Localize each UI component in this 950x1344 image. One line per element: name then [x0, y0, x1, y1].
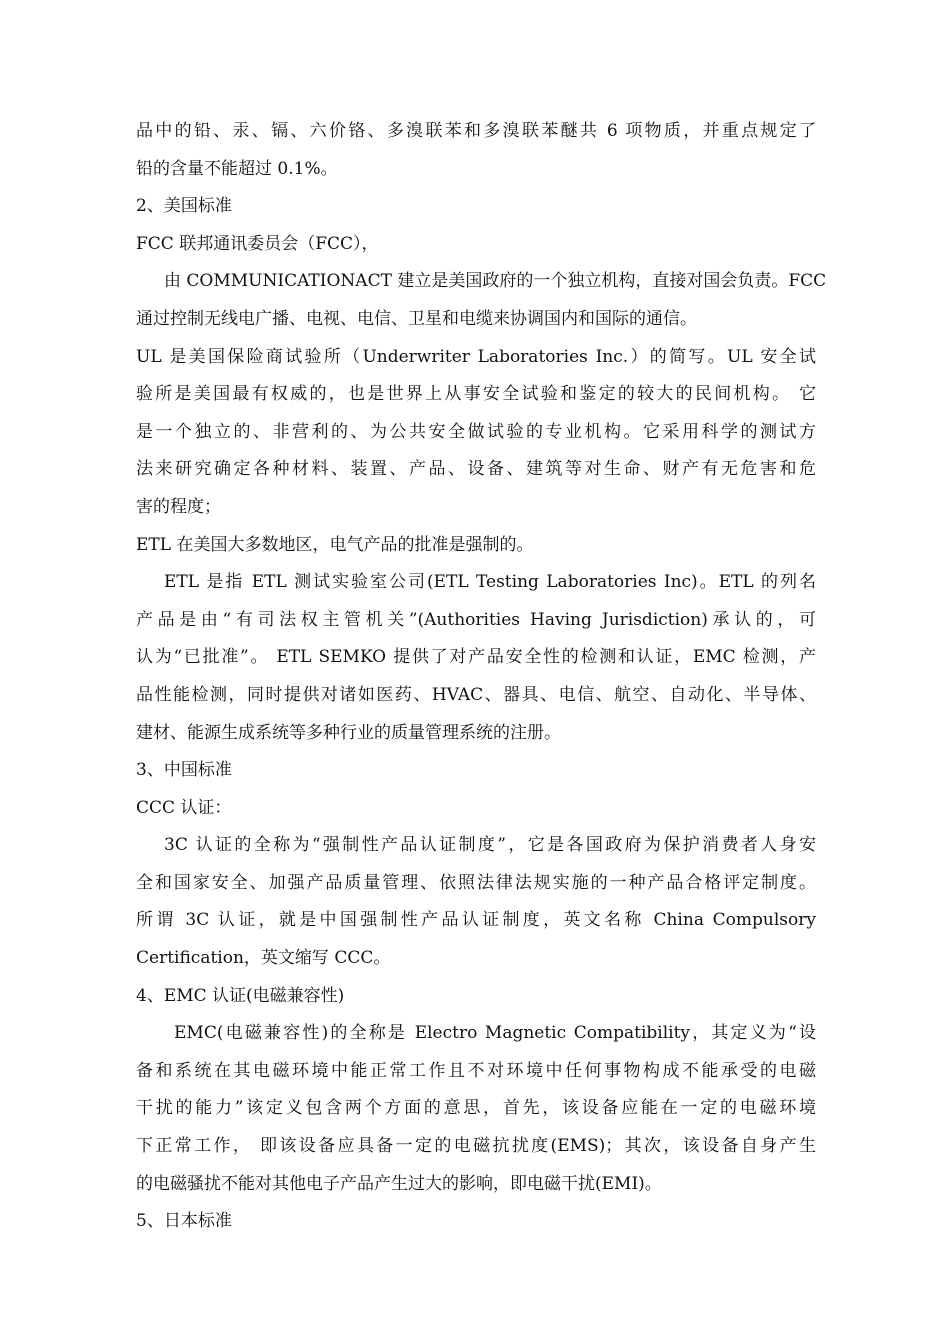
text-line: 3、中国标准 [136, 760, 232, 781]
text-line: 铅的含量不能超过 0.1%。 [136, 158, 338, 179]
text-line: 认为“已批准”。 ETL SEMKO 提供了对产品安全性的检测和认证，EMC 检测，产 [136, 647, 816, 668]
text-line: 通过控制无线电广播、电视、电信、卫星和电缆来协调国内和国际的通信。 [136, 308, 697, 329]
text-line: 是一个独立的、非营利的、为公共安全做试验的专业机构。它采用科学的测试方 [136, 421, 816, 442]
text-line: 建材、能源生成系统等多种行业的质量管理系统的注册。 [136, 722, 561, 743]
text-line: EMC(电磁兼容性)的全称是 Electro Magnetic Compatibility，其定义为“设 [174, 1023, 816, 1044]
text-line: 品性能检测，同时提供对诸如医药、HVAC、器具、电信、航空、自动化、半导体、 [136, 684, 816, 705]
text-line: 3C 认证的全称为“强制性产品认证制度”，它是各国政府为保护消费者人身安 [164, 835, 816, 856]
text-line: 验所是美国最有权威的，也是世界上从事安全试验和鉴定的较大的民间机构。 它 [136, 384, 816, 405]
text-line: 产品是由“有司法权主管机关”(Authorities Having Jurisdiction)承认的，可 [136, 609, 816, 630]
text-line: 下正常工作， 即该设备应具备一定的电磁抗扰度(EMS)；其次，该设备自身产生 [136, 1136, 816, 1157]
text-line: Certification，英文缩写 CCC。 [136, 948, 391, 969]
text-line: 备和系统在其电磁环境中能正常工作且不对环境中任何事物构成不能承受的电磁 [136, 1060, 816, 1081]
text-line: 4、EMC 认证(电磁兼容性) [136, 985, 345, 1006]
text-line: FCC 联邦通讯委员会（FCC）， [136, 233, 379, 254]
text-line: UL 是美国保险商试验所（Underwriter Laboratories Inc.）的简写。UL 安全试 [136, 346, 816, 367]
text-line: 干扰的能力”该定义包含两个方面的意思，首先，该设备应能在一定的电磁环境 [136, 1098, 816, 1119]
text-line: 法来研究确定各种材料、装置、产品、设备、建筑等对生命、财产有无危害和危 [136, 459, 816, 480]
document-body [136, 113, 827, 1241]
text-line: 的电磁骚扰不能对其他电子产品产生过大的影响，即电磁干扰(EMI)。 [136, 1173, 662, 1194]
text-line: 全和国家安全、加强产品质量管理、依照法律法规实施的一种产品合格评定制度。 [136, 872, 816, 893]
text-line: 害的程度； [136, 496, 221, 517]
text-line: 由 COMMUNICATIONACT 建立是美国政府的一个独立机构，直接对国会负责。FCC [164, 271, 827, 292]
text-line: CCC 认证： [136, 797, 232, 818]
text-line: 2、美国标准 [136, 196, 232, 217]
text-line: 所谓 3C 认证，就是中国强制性产品认证制度，英文名称 China Compulsory [136, 910, 816, 931]
text-line: ETL 是指 ETL 测试实验室公司(ETL Testing Laboratories Inc)。ETL 的列名 [164, 572, 816, 593]
text-line: 5、日本标准 [136, 1211, 232, 1232]
text-line: 品中的铅、汞、镉、六价铬、多溴联苯和多溴联苯醚共 6 项物质，并重点规定了 [136, 121, 816, 141]
text-line: ETL 在美国大多数地区，电气产品的批准是强制的。 [136, 534, 534, 555]
